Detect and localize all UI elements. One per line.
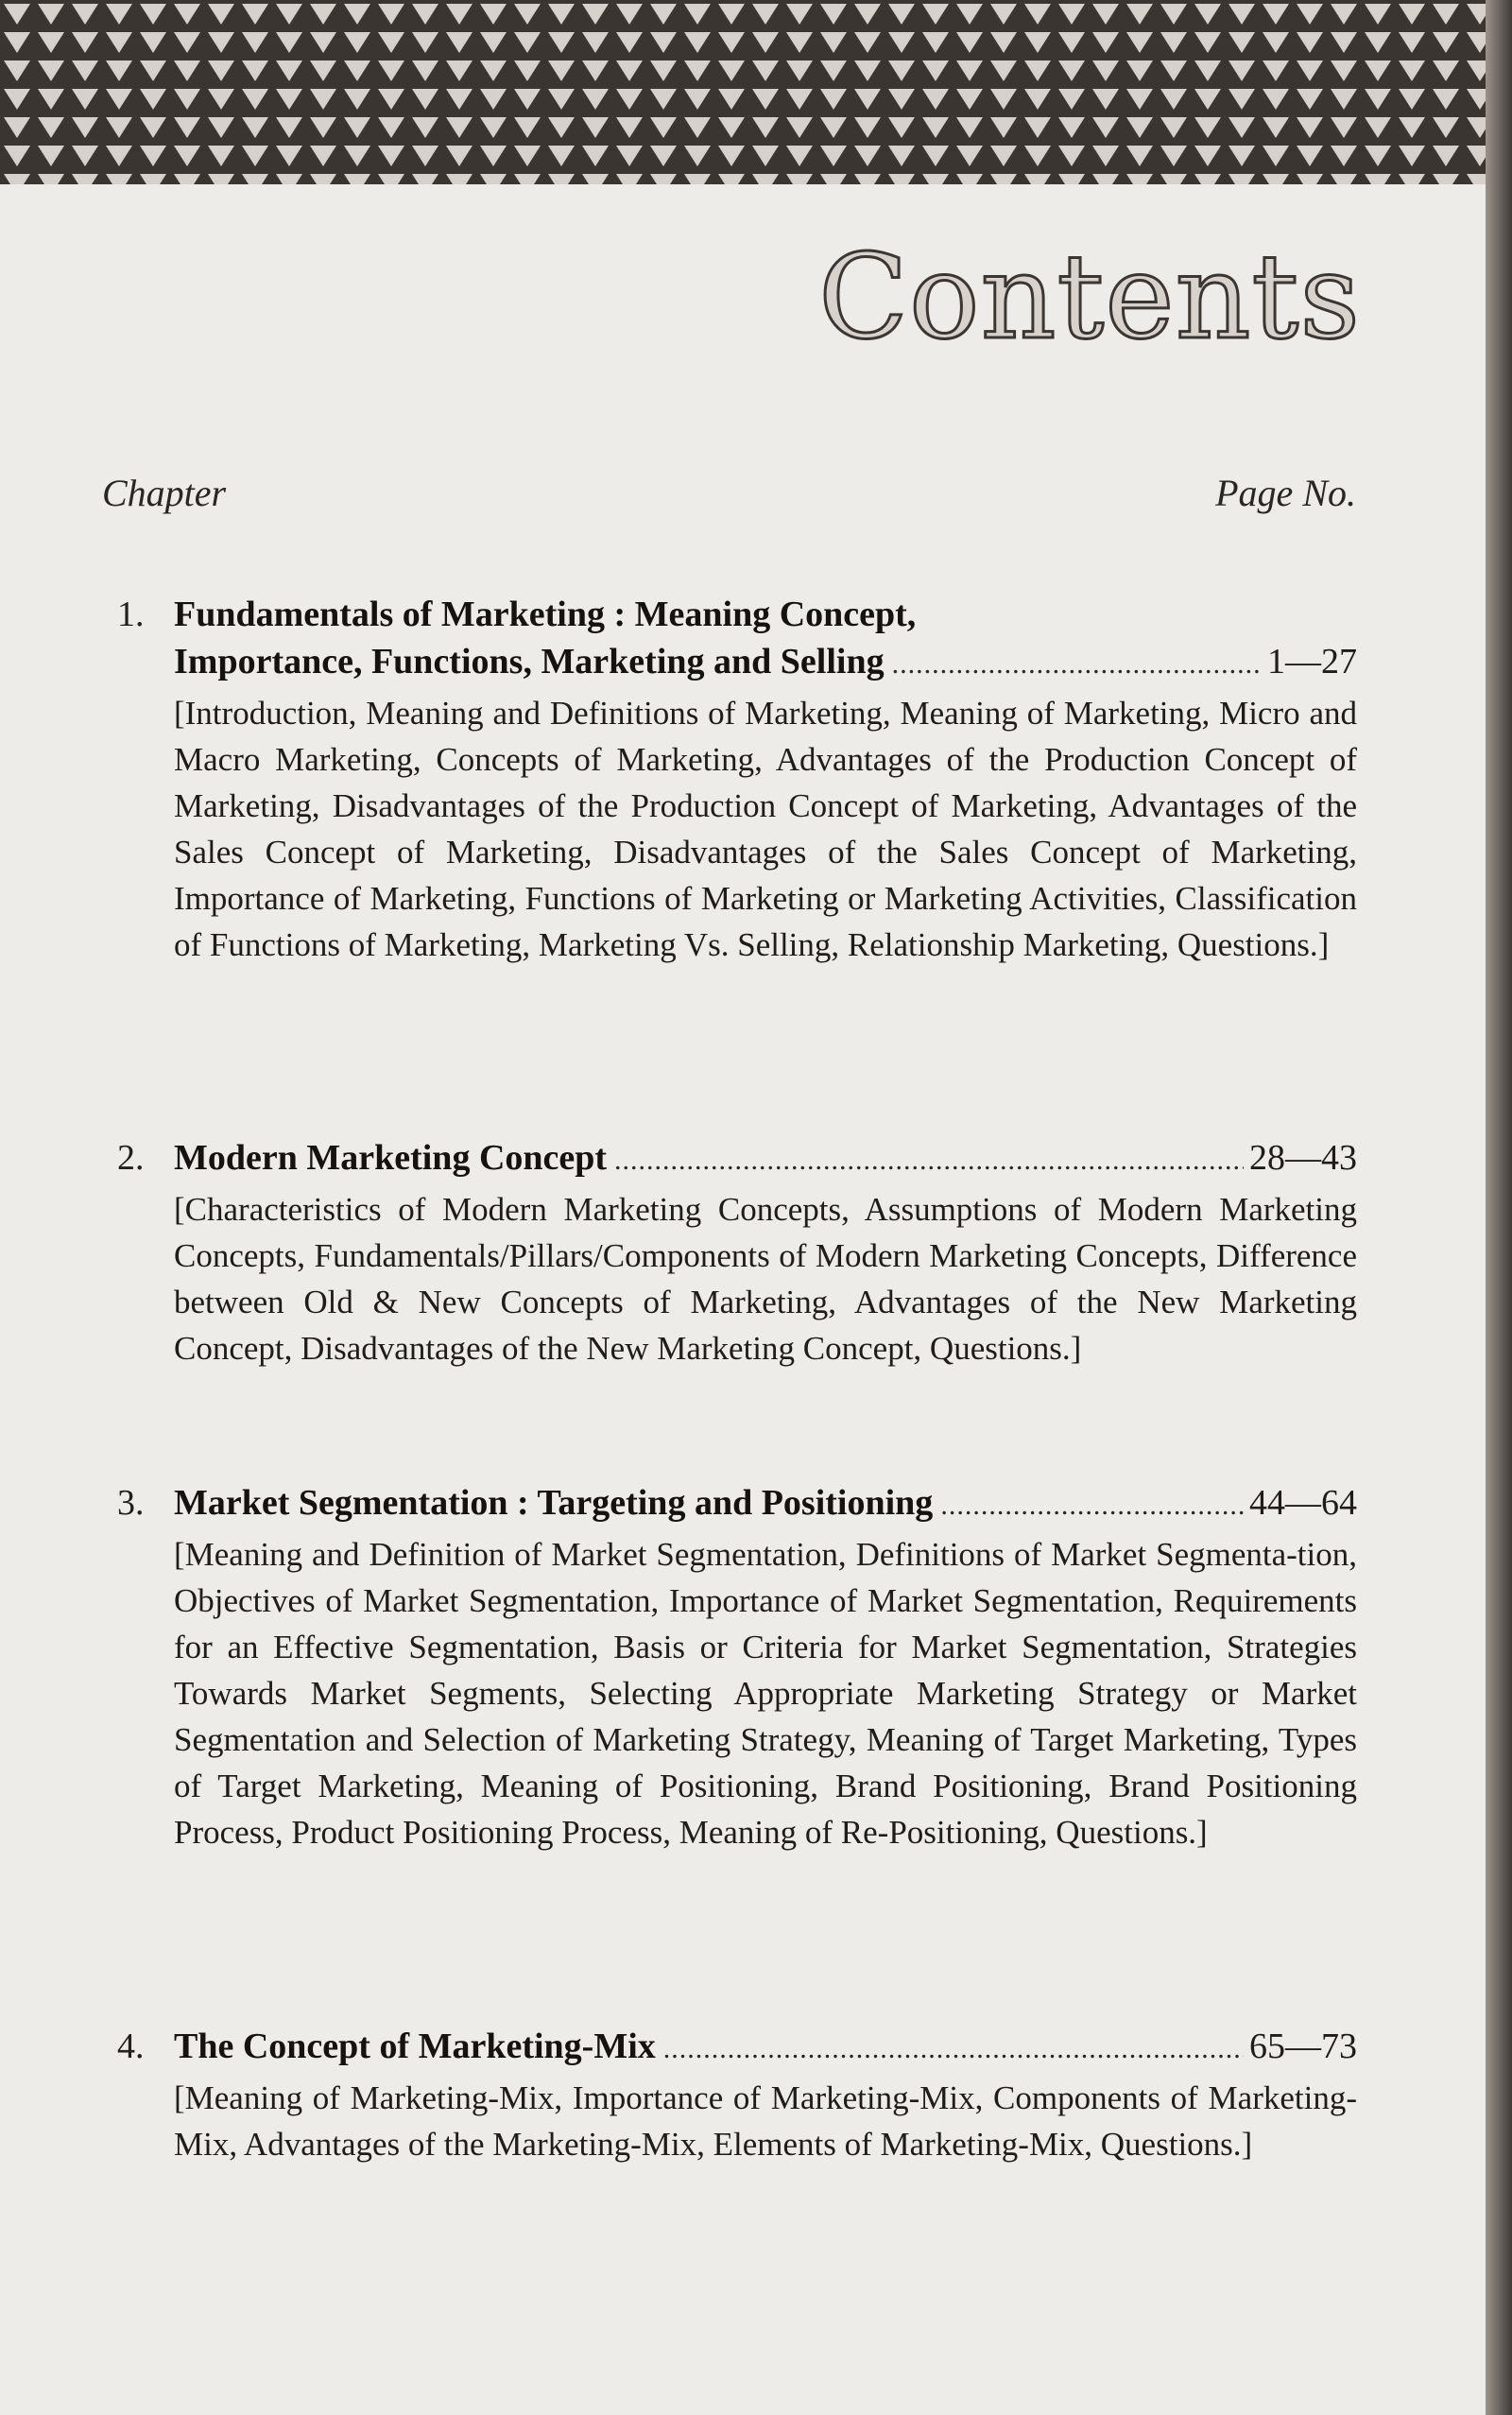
chapter-page-range: 44—64: [1249, 1483, 1357, 1523]
page-title: Contents: [818, 230, 1361, 366]
chapter-title: The Concept of Marketing-Mix: [174, 2027, 656, 2066]
chapter-title-line-1: Fundamentals of Marketing : Meaning Concept,: [174, 595, 917, 634]
chapter-heading: [113, 591, 1357, 688]
chapter-topics: [Meaning and Definition of Market Segmentation, Definitions of Market Segmenta-tion, Objectives of Market Segmentation, Importance of Market Segmentation, Requirements for an Effective Segmentation, Basis or Criteria for Market Segmentation, Strategies Towards Market Segments, Selecting Appropriate Marketing Strategy or Market Segmentation and Selection of Marketing Strategy, Meaning of Target Marketing, Types of Target Marketing, Meaning of Positioning, Brand Positioning, Brand Positioning Process, Product Positioning Process, Meaning of Re-Positioning, Questions.]: [174, 1536, 1357, 1851]
chapter-column-label: Chapter: [102, 472, 227, 514]
dot-leader: [663, 2026, 1244, 2073]
chapter-topics: [Meaning of Marketing-Mix, Importance of Marketing-Mix, Components of Marketing-Mix, Advantages of the Marketing-Mix, Elements of Marketing-Mix, Questions.]: [174, 2079, 1357, 2163]
chapter-entry-1: [113, 591, 1357, 968]
dot-leader: [892, 641, 1262, 688]
book-page-edge: [1486, 0, 1512, 2415]
chapter-number: 1.: [117, 595, 145, 634]
chapter-page-range: 28—43: [1249, 1138, 1357, 1178]
chapter-heading: [113, 1479, 1357, 1529]
chapter-topics: [Characteristics of Modern Marketing Concepts, Assumptions of Modern Marketing Concepts, Fundamentals/Pillars/Components of Modern Marketing Concepts, Difference between Old & New Concepts of Marketing, Advantages of the New Marketing Concept, Disadvantages of the New Marketing Concept, Questions.]: [174, 1191, 1357, 1367]
chapter-number: 3.: [117, 1483, 145, 1523]
dot-leader: [940, 1482, 1244, 1529]
page-number-column-label: Page No.: [1215, 472, 1356, 514]
triangle-pattern-border: [0, 0, 1486, 194]
chapter-title: Modern Marketing Concept: [174, 1138, 608, 1178]
chapter-title-line-2: Importance, Functions, Marketing and Selling: [174, 642, 885, 681]
chapter-heading: [113, 1134, 1357, 1184]
chapter-entry-4: [113, 2023, 1357, 2167]
chapter-page-range: 65—73: [1249, 2027, 1357, 2066]
chapter-heading: [113, 2023, 1357, 2073]
chapter-entry-2: [113, 1134, 1357, 1371]
dot-leader: [614, 1137, 1244, 1184]
chapter-number: 4.: [117, 2027, 145, 2066]
chapter-title: Market Segmentation : Targeting and Positioning: [174, 1483, 934, 1523]
chapter-page-range: 1—27: [1267, 642, 1357, 681]
chapter-number: 2.: [117, 1138, 145, 1178]
chapter-entry-3: [113, 1479, 1357, 1855]
chapter-topics: [Introduction, Meaning and Definitions of Marketing, Meaning of Marketing, Micro and Macro Marketing, Concepts of Marketing, Advantages of the Production Concept of Marketing, Disadvantages of the Production Concept of Marketing, Advantages of the Sales Concept of Marketing, Disadvantages of the Sales Concept of Marketing, Importance of Marketing, Functions of Marketing or Marketing Activities, Classification of Functions of Marketing, Marketing Vs. Selling, Relationship Marketing, Questions.]: [174, 695, 1357, 963]
